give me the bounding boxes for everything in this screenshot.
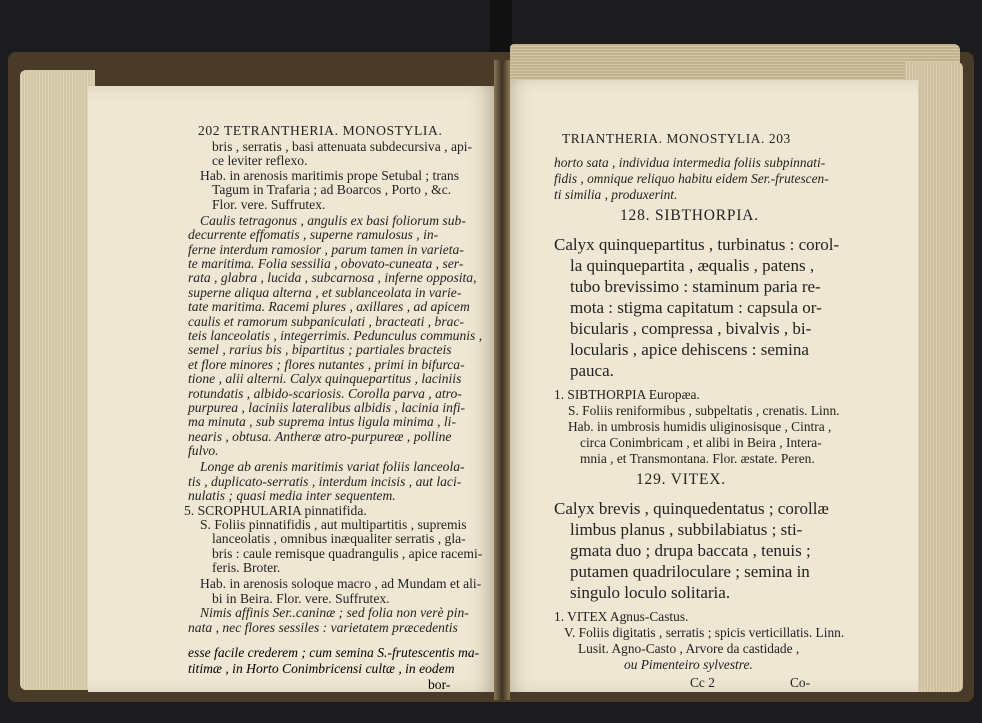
right-page-text xyxy=(500,80,918,692)
text-line: purpurea , laciniis lateralibus albidis , lacinia infi- xyxy=(188,400,466,415)
signature-mark: Cc 2 xyxy=(690,675,715,690)
text-line: teis lanceolatis , integerrimis. Pedunculus communis , xyxy=(188,328,483,343)
book-gutter xyxy=(494,60,510,700)
text-line: V. Foliis digitatis , serratis ; spicis verticillatis. Linn. xyxy=(564,625,845,640)
text-line: decurrente effomatis , superne ramulosus , in- xyxy=(188,227,439,243)
catchword: Co- xyxy=(790,675,811,690)
text-line: tubo brevissimo : staminum paria re- xyxy=(570,277,821,296)
species-heading: 1. SIBTHORPIA Europæa. xyxy=(554,387,700,402)
text-line: gmata duo ; drupa baccata , tenuis ; xyxy=(570,541,811,560)
text-line: Calyx brevis , quinquedentatus ; corollæ xyxy=(554,499,829,518)
left-page-catchword-area xyxy=(88,86,500,692)
text-line: Tagum in Trafaria ; ad Boarcos , Porto , &c. xyxy=(212,182,452,198)
text-line: semel , rarius bis , bipartitus ; partiales bracteis xyxy=(188,342,452,358)
text-line: la quinquepartita , æqualis , patens , xyxy=(570,256,815,275)
text-line: limbus planus , subbilabiatus ; sti- xyxy=(570,520,803,539)
text-line: Hab. in arenosis soloque macro , ad Mundam et ali- xyxy=(200,576,482,592)
species-heading: 1. VITEX Agnus-Castus. xyxy=(554,609,689,624)
text-line: Hab. in umbrosis humidis uliginosisque , Cintra , xyxy=(568,419,832,434)
text-line: mota : stigma capitatum : capsula or- xyxy=(570,298,822,317)
text-line: Lusit. Agno-Casto , Arvore da castidade , xyxy=(578,641,800,656)
text-line: Hab. in arenosis maritimis prope Setubal ; trans xyxy=(200,167,459,183)
text-line: caulis et ramorum subpaniculati , bracteati , brac- xyxy=(188,313,465,329)
text-line: esse facile crederem ; cum semina S.-frutescentis ma- xyxy=(188,645,480,660)
page-edges-left xyxy=(20,70,95,690)
text-line: nata , nec flores sessiles : varietatem præcedentis xyxy=(188,619,458,635)
text-line: S. Foliis reniformibus , subpeltatis , crenatis. Linn. xyxy=(568,403,840,418)
text-line: nulatis ; quasi media inter sequentem. xyxy=(188,488,396,504)
text-line: putamen quadriloculare ; semina in xyxy=(570,562,810,581)
text-line: te maritima. Folia sessilia , obovato-cuneata , ser- xyxy=(188,256,464,271)
text-line: tate maritima. Racemi plures , axillares , ad apicem xyxy=(188,299,470,315)
text-line: singulo loculo solitaria. xyxy=(570,583,731,602)
text-line: Flor. vere. Suffrutex. xyxy=(212,196,326,212)
genus-heading-sibthorpia: 128. SIBTHORPIA. xyxy=(620,207,759,224)
text-line: circa Conimbricam , et alibi in Beira , Intera- xyxy=(580,435,822,450)
text-line: bicularis , compressa , bivalvis , bi- xyxy=(570,319,812,338)
text-line: superne aliqua alterna , et sublanceolata in varie- xyxy=(188,284,462,300)
text-line: locularis , apice dehiscens : semina xyxy=(570,340,809,359)
text-line: bi in Beira. Flor. vere. Suffrutex. xyxy=(212,590,390,606)
text-line: pauca. xyxy=(570,361,614,380)
text-line: nearis , obtusa. Antheræ atro-purpureæ , polline xyxy=(188,428,452,444)
text-line: Caulis tetragonus , angulis ex basi foliorum sub- xyxy=(200,212,466,228)
text-line: Longe ab arenis maritimis variat foliis lanceola- xyxy=(200,459,465,475)
text-line: rotundatis , albido-scariosis. Corolla parva , atro- xyxy=(188,385,462,401)
text-line: S. Foliis pinnatifidis , aut multipartitis , supremis xyxy=(200,517,467,532)
text-line: tione , alii alterni. Calyx quinquepartitus , laciniis xyxy=(188,371,462,387)
text-line: feris. Broter. xyxy=(212,560,281,576)
text-line: ti similia , produxerint. xyxy=(554,187,678,202)
left-page-header: 202 TETRANTHERIA. MONOSTYLIA. xyxy=(198,123,443,138)
page-edges-top xyxy=(510,44,960,84)
text-line: horto sata , individua intermedia foliis subpinnati- xyxy=(554,155,826,170)
species-heading: 5. SCROPHULARIA pinnatifida. xyxy=(184,502,367,518)
text-line: fulvo. xyxy=(188,443,219,459)
text-line: titimæ , in Horto Conimbricensi cultæ , in eodem xyxy=(188,661,455,676)
genus-heading-vitex: 129. VITEX. xyxy=(636,471,726,488)
text-line: Calyx quinquepartitus , turbinatus : corol- xyxy=(554,235,840,254)
text-line: ferne interdum ramosior , parum tamen in varieta- xyxy=(188,241,464,257)
text-line: rata , glabra , lucida , subcarnosa , inferne opposita, xyxy=(188,270,477,286)
text-line: tis , duplicato-serratis , interdum incisis , aut laci- xyxy=(188,473,462,489)
text-line: et flore minores ; flores nutantes , primi in bifurca- xyxy=(188,356,465,372)
text-line: ce leviter reflexo. xyxy=(212,153,308,169)
right-page xyxy=(500,80,918,692)
text-line: Nimis affinis Ser..caninæ ; sed folia non verè pin- xyxy=(200,605,469,621)
text-line: bris : caule remisque quadrangulis , apice racemi- xyxy=(212,545,483,561)
right-page-header: TRIANTHERIA. MONOSTYLIA. 203 xyxy=(562,131,791,146)
text-line: bris , serratis , basi attenuata subdecursiva , api- xyxy=(212,139,473,154)
text-line: mnia , et Transmontana. Flor. æstate. Peren. xyxy=(580,451,815,466)
text-line: ou Pimenteiro sylvestre. xyxy=(624,657,753,672)
text-line: fidis , omnique reliquo habitu eidem Ser.-frutescen- xyxy=(554,171,829,186)
catchword: bor- xyxy=(428,677,451,692)
text-line: ma minuta , sub suprema intus ligula minima , li- xyxy=(188,414,456,430)
text-line: lanceolatis , omnibus inæqualiter serratis , gla- xyxy=(212,531,466,547)
